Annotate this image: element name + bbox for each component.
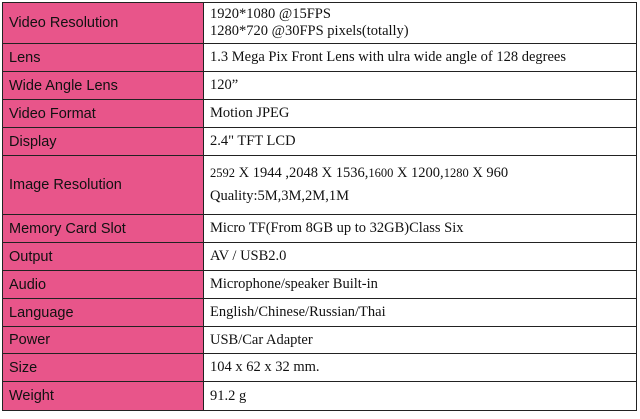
row-label-power: Power	[3, 327, 204, 354]
row-label-size: Size	[3, 354, 204, 382]
row-value-memory-card-slot: Micro TF(From 8GB up to 32GB)Class Six	[204, 215, 637, 243]
row-label-image-resolution: Image Resolution	[3, 156, 204, 215]
row-label-memory-card-slot: Memory Card Slot	[3, 215, 204, 243]
row-value-display: 2.4" TFT LCD	[204, 128, 637, 156]
row-label-weight: Weight	[3, 382, 204, 411]
row-label-lens: Lens	[3, 44, 204, 72]
table-row	[3, 327, 637, 354]
row-value-video-resolution	[204, 3, 637, 44]
video-resolution-line-2: 1280*720 @30FPS pixels(totally)	[210, 23, 409, 39]
table-row	[3, 128, 637, 156]
res-part-2: X 1944 ,2048 X 1536,	[235, 165, 369, 181]
table-row	[3, 100, 637, 128]
res-part-6: X 960	[468, 165, 509, 181]
table-row	[3, 382, 637, 411]
row-value-image-resolution	[204, 156, 637, 215]
row-label-output: Output	[3, 243, 204, 271]
table-row	[3, 72, 637, 100]
row-label-language: Language	[3, 299, 204, 327]
row-value-wide-angle-lens: 120”	[204, 72, 637, 100]
row-value-video-format: Motion JPEG	[204, 100, 637, 128]
row-value-output: AV / USB2.0	[204, 243, 637, 271]
row-label-audio: Audio	[3, 271, 204, 299]
table-row	[3, 271, 637, 299]
table-row	[3, 3, 637, 44]
row-label-display: Display	[3, 128, 204, 156]
table-row	[3, 215, 637, 243]
table-row	[3, 354, 637, 382]
res-part-5: 1280	[443, 166, 469, 180]
row-value-lens: 1.3 Mega Pix Front Lens with ulra wide angle of 128 degrees	[204, 44, 637, 72]
image-resolution-line-1	[210, 165, 630, 182]
res-part-4: X 1200,	[393, 165, 444, 181]
res-part-1: 2592	[210, 166, 235, 180]
table-row	[3, 156, 637, 215]
row-value-audio: Microphone/speaker Built-in	[204, 271, 637, 299]
table-row	[3, 243, 637, 271]
spec-table	[2, 2, 637, 411]
row-label-video-format: Video Format	[3, 100, 204, 128]
row-value-power: USB/Car Adapter	[204, 327, 637, 354]
row-value-language: English/Chinese/Russian/Thai	[204, 299, 637, 327]
video-resolution-line-1: 1920*1080 @15FPS	[210, 6, 331, 22]
row-value-size: 104 x 62 x 32 mm.	[204, 354, 637, 382]
row-value-weight: 91.2 g	[204, 382, 637, 411]
res-part-3: 1600	[368, 166, 394, 180]
row-label-video-resolution: Video Resolution	[3, 3, 204, 44]
table-row	[3, 44, 637, 72]
row-label-wide-angle-lens: Wide Angle Lens	[3, 72, 204, 100]
image-quality-line: Quality:5M,3M,2M,1M	[210, 188, 349, 204]
table-row	[3, 299, 637, 327]
